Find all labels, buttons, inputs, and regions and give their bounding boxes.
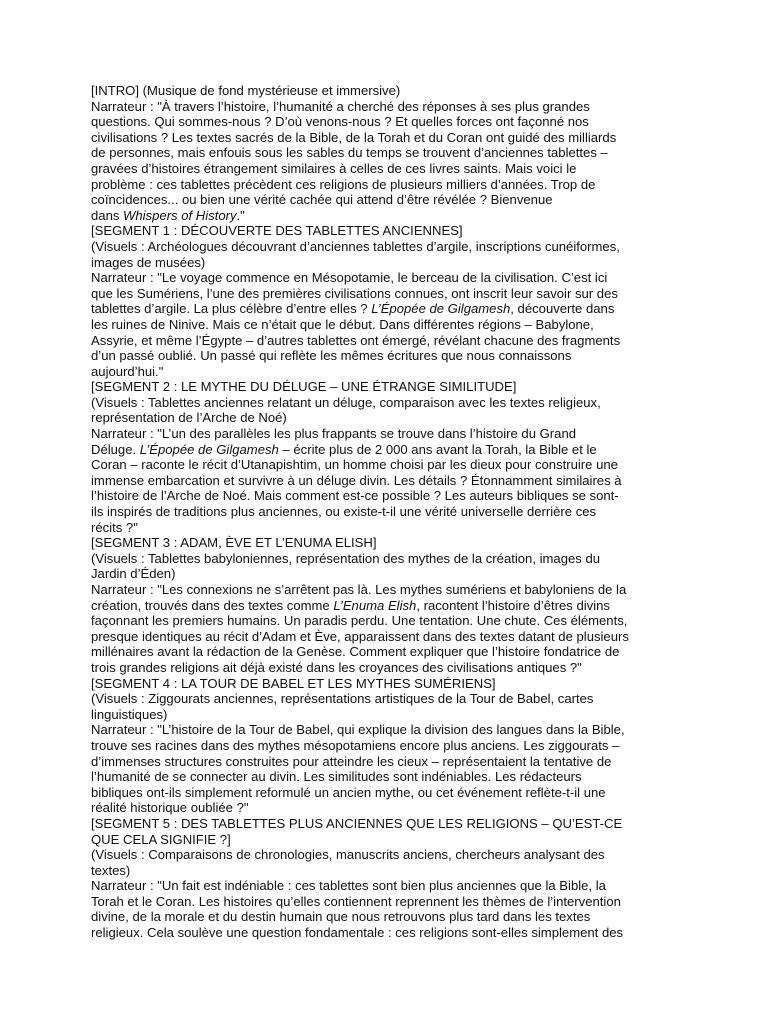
line-text: trois grandes religions ait déjà existé dans les croyances des civilisations antiques ?"	[91, 659, 582, 675]
segment-1-narration-5-line	[91, 333, 681, 349]
segment-1-narration-3-line	[91, 301, 681, 317]
line-text: Narrateur : "À travers l’histoire, l’humanité a cherché des réponses à ses plus grandes	[91, 98, 590, 114]
line-text: Torah et le Coran. Les histoires qu’elles contiennent reprennent les thèmes de l’intervention	[91, 893, 621, 909]
intro-narration-8-line	[91, 208, 681, 224]
line-text: questions. Qui sommes-nous ? D’où venons-nous ? Et quelles forces ont façonné nos	[91, 114, 589, 130]
line-text: (Visuels : Tablettes anciennes relatant un déluge, comparaison avec les textes religieux,	[91, 394, 601, 410]
italic-title-text: L’Épopée de Gilgamesh	[371, 301, 511, 317]
segment-1-visuals-1-line	[91, 239, 681, 255]
segment-1-narration-6-line	[91, 348, 681, 364]
segment-3-visuals-1-line	[91, 551, 681, 567]
segment-3-narration-3-line	[91, 613, 681, 629]
line-text: d’immenses structures construites pour atteindre les cieux – représentaient la tentative de	[91, 753, 612, 769]
line-text: images de musées)	[91, 254, 206, 270]
segment-2-narration-7-line	[91, 520, 681, 536]
segment-5-visuals-1-line	[91, 847, 681, 863]
line-text: millénaires avant la rédaction de la Genèse. Comment expliquer que l’histoire fondatrice de	[91, 644, 620, 660]
segment-2-narration-1-line	[91, 426, 681, 442]
segment-5-heading-2-line	[91, 832, 681, 848]
segment-2-narration-6-line	[91, 504, 681, 520]
segment-4-narration-5-line	[91, 785, 681, 801]
segment-4-heading-line	[91, 676, 681, 692]
line-text: aujourd’hui."	[91, 363, 164, 379]
intro-heading-line	[91, 83, 681, 99]
segment-5-narration-1-line	[91, 878, 681, 894]
line-text: [SEGMENT 4 : LA TOUR DE BABEL ET LES MYTHES SUMÉRIENS]	[91, 675, 496, 691]
line-text: [SEGMENT 5 : DES TABLETTES PLUS ANCIENNES QUE LES RELIGIONS – QU’EST-CE	[91, 815, 623, 831]
line-text: récits ?"	[91, 519, 138, 535]
segment-3-narration-1-line	[91, 582, 681, 598]
segment-2-heading-line	[91, 379, 681, 395]
segment-4-narration-3-line	[91, 754, 681, 770]
segment-3-narration-6-line	[91, 660, 681, 676]
line-text: [SEGMENT 3 : ADAM, ÈVE ET L’ENUMA ELISH]	[91, 535, 377, 551]
line-text: (Visuels : Tablettes babyloniennes, représentation des mythes de la création, images du	[91, 550, 601, 566]
segment-3-narration-4-line	[91, 629, 681, 645]
line-text: dans	[91, 207, 124, 223]
segment-2-visuals-1-line	[91, 395, 681, 411]
line-text: de personnes, mais enfouis sous les sables du temps se trouvent d’anciennes tablettes –	[91, 145, 608, 161]
line-text: les ruines de Ninive. Mais ce n’était que le début. Dans différentes régions – Babylone,	[91, 316, 594, 332]
line-text: trouve ses racines dans des mythes mésopotamiens encore plus anciens. Les ziggourats –	[91, 737, 620, 753]
line-text: Narrateur : "L’un des parallèles les plus frappants se trouve dans l’histoire du Grand	[91, 426, 577, 442]
segment-2-narration-2-line	[91, 442, 681, 458]
intro-narration-5-line	[91, 161, 681, 177]
line-text: presque identiques au récit d’Adam et Ève, apparaissent dans des textes datant de plusieurs	[91, 628, 629, 644]
line-text: d’un passé oublié. Un passé qui reflète les mêmes écritures que nous connaissons	[91, 348, 572, 364]
line-text: Assyrie, et même l’Égypte – d’autres tablettes ont émergé, révélant chacune des fragments	[91, 332, 621, 348]
segment-4-visuals-1-line	[91, 691, 681, 707]
line-text: – écrite plus de 2 000 ans avant la Torah, la Bible et le	[278, 441, 597, 457]
segment-2-narration-5-line	[91, 488, 681, 504]
line-text: problème : ces tablettes précèdent ces religions de plusieurs milliers d’années. Trop de	[91, 176, 596, 192]
line-text: divine, de la morale et du destin humain que nous retrouvons plus tard dans les textes	[91, 909, 591, 925]
segment-4-visuals-2-line	[91, 707, 681, 723]
line-text: Jardin d’Éden)	[91, 566, 176, 582]
line-text: ."	[236, 207, 245, 223]
segment-3-narration-2-line	[91, 598, 681, 614]
line-text: l’humanité de se connecter au divin. Les similitudes sont indéniables. Les rédacteurs	[91, 769, 582, 785]
segment-1-visuals-2-line	[91, 255, 681, 271]
document-page	[91, 83, 681, 941]
line-text: linguistiques)	[91, 706, 168, 722]
line-text: Narrateur : "Un fait est indéniable : ces tablettes sont bien plus anciennes que la Bible, la	[91, 878, 606, 894]
line-text: que les Sumériens, l’une des premières civilisations connues, ont inscrit leur savoir sur des	[91, 285, 618, 301]
line-text: [INTRO] (Musique de fond mystérieuse et immersive)	[91, 83, 401, 98]
segment-5-narration-4-line	[91, 925, 681, 941]
segment-4-narration-2-line	[91, 738, 681, 754]
segment-4-narration-1-line	[91, 722, 681, 738]
line-text: gravées d’histoires étrangement similaires à celles de ces livres saints. Mais voici le	[91, 160, 577, 176]
italic-title-text: L’Épopée de Gilgamesh	[139, 441, 279, 457]
segment-5-narration-3-line	[91, 909, 681, 925]
intro-narration-7-line	[91, 192, 681, 208]
line-text: , découverte dans	[510, 301, 615, 317]
segment-5-heading-1-line	[91, 816, 681, 832]
line-text: création, trouvés dans des textes comme	[91, 597, 334, 613]
segment-4-narration-4-line	[91, 769, 681, 785]
line-text: [SEGMENT 1 : DÉCOUVERTE DES TABLETTES ANCIENNES]	[91, 223, 463, 239]
intro-narration-3-line	[91, 130, 681, 146]
line-text: immense embarcation et survivre à un déluge divin. Les détails ? Étonnamment similaires à	[91, 472, 622, 488]
line-text: coïncidences... ou bien une vérité cachée qui attend d’être révélée ? Bienvenue	[91, 192, 553, 208]
segment-4-narration-6-line	[91, 800, 681, 816]
segment-1-heading-line	[91, 223, 681, 239]
segment-3-narration-5-line	[91, 644, 681, 660]
line-text: façonnant les premiers humains. Un paradis perdu. Une tentation. Une chute. Ces éléments,	[91, 613, 628, 629]
line-text: Narrateur : "L’histoire de la Tour de Babel, qui explique la division des langues dans la Bible,	[91, 722, 625, 738]
line-text: Narrateur : "Le voyage commence en Mésopotamie, le berceau de la civilisation. C’est ici	[91, 270, 608, 286]
line-text: représentation de l’Arche de Noé)	[91, 410, 287, 426]
italic-title-text: Whispers of History	[123, 207, 237, 223]
line-text: l’histoire de l’Arche de Noé. Mais comment est-ce possible ? Les auteurs bibliques se sont-	[91, 488, 619, 504]
line-text: ils inspirés de traditions plus anciennes, ou existe-t-il une vérité universelle derrière ces	[91, 504, 597, 520]
line-text: réalité historique oubliée ?"	[91, 800, 249, 816]
line-text: Déluge.	[91, 441, 140, 457]
line-text: tablettes d’argile. La plus célèbre d’entre elles ?	[91, 301, 372, 317]
line-text: (Visuels : Ziggourats anciennes, représentations artistiques de la Tour de Babel, cartes	[91, 691, 594, 707]
line-text: bibliques ont-ils simplement reformulé un ancien mythe, ou cet événement reflète-t-il une	[91, 784, 606, 800]
segment-1-narration-1-line	[91, 270, 681, 286]
segment-2-narration-3-line	[91, 457, 681, 473]
segment-1-narration-7-line	[91, 364, 681, 380]
segment-1-narration-4-line	[91, 317, 681, 333]
intro-narration-1-line	[91, 99, 681, 115]
intro-narration-2-line	[91, 114, 681, 130]
line-text: Narrateur : "Les connexions ne s’arrêtent pas là. Les mythes sumériens et babyloniens de la	[91, 582, 627, 597]
segment-3-visuals-2-line	[91, 566, 681, 582]
segment-2-narration-4-line	[91, 473, 681, 489]
line-text: religieux. Cela soulève une question fondamentale : ces religions sont-elles simplement des	[91, 925, 624, 941]
line-text: (Visuels : Comparaisons de chronologies, manuscrits anciens, chercheurs analysant des	[91, 847, 605, 863]
segment-3-heading-line	[91, 535, 681, 551]
line-text: textes)	[91, 862, 131, 878]
line-text: (Visuels : Archéologues découvrant d’anciennes tablettes d’argile, inscriptions cunéiformes,	[91, 238, 620, 254]
segment-2-visuals-2-line	[91, 410, 681, 426]
line-text: [SEGMENT 2 : LE MYTHE DU DÉLUGE – UNE ÉTRANGE SIMILITUDE]	[91, 379, 517, 395]
intro-narration-6-line	[91, 177, 681, 193]
line-text: Coran – raconte le récit d’Utanapishtim, un homme choisi par les dieux pour construire une	[91, 457, 618, 473]
line-text: civilisations ? Les textes sacrés de la Bible, de la Torah et du Coran ont guidé des milliards	[91, 129, 617, 145]
segment-5-visuals-2-line	[91, 863, 681, 879]
segment-5-narration-2-line	[91, 894, 681, 910]
line-text: , racontent l’histoire d’êtres divins	[416, 597, 610, 613]
segment-1-narration-2-line	[91, 286, 681, 302]
intro-narration-4-line	[91, 145, 681, 161]
italic-title-text: L’Enuma Elish	[333, 597, 417, 613]
line-text: QUE CELA SIGNIFIE ?]	[91, 831, 231, 847]
